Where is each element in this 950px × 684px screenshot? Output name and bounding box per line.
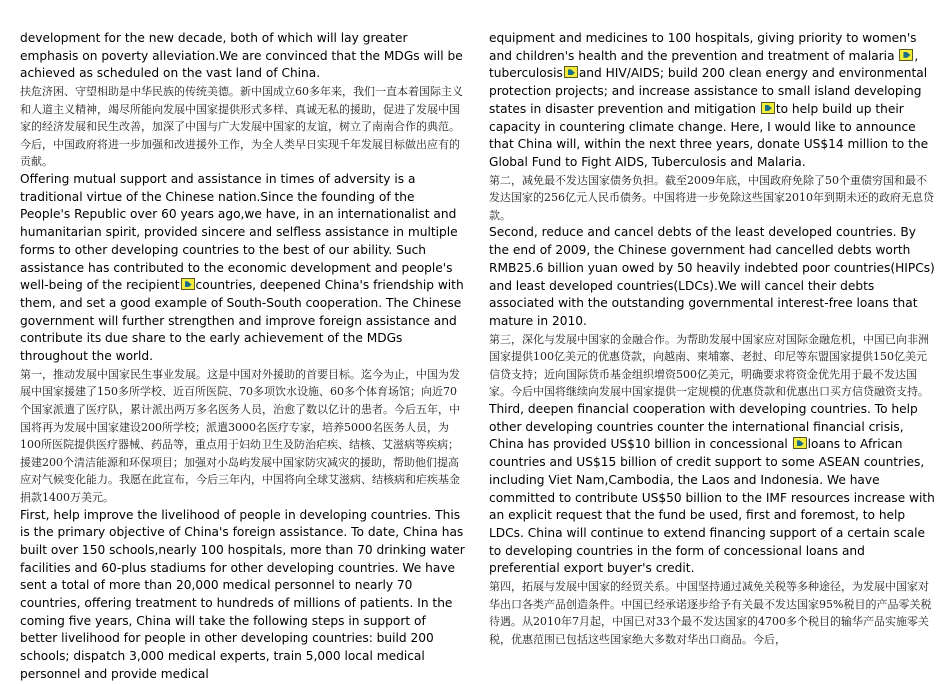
paragraph: development for the new decade, both of which will lay greater emphasis on poverty alleviation.We are convinced that the MDGs will be achieved as scheduled on the vast land of China. [20, 31, 463, 81]
hyperlink-icon[interactable] [793, 437, 807, 449]
text-run: tuberculosis [489, 66, 563, 81]
paragraph-chinese: 第四，拓展与发展中国家的经贸关系。中国坚持通过减免关税等多种途径，为发展中国家对华出口各类产品创造条件。中国已经承诺逐步给予有关最不发达国家95%税目的产品零关税待遇。从2010年7月起，中国已对33个最不发达国家的4700多个税目的输华产品实施零关税，优惠范围已包括这些国家绝大多数对华出口商品。今后， [489, 580, 932, 646]
paragraph-chinese: 第一，推动发展中国家民生事业发展。这是中国对外援助的首要目标。迄今为止，中国为发展中国家援建了150多所学校、近百所医院、70多项饮水设施、60多个体育场馆；向近70个国家派遣了医疗队，累计派出两万多名医务人员，治愈了数以亿计的患者。今后五年，中国将再为发展中国家建设200所学校；派遣3000名医疗专家，培养5000名医务人员，为100所医院提供医疗器械、药品等，重点用于妇幼卫生及防治疟疾、结核、艾滋病等疾病；援建200个清洁能源和环保项目；加强对小岛屿发展中国家防灾减灾的援助，帮助他们提高应对气候变化能力。我愿在此宣布，今后三年内，中国将向全球艾滋病、结核病和疟疾基金捐款1400万美元。 [20, 367, 460, 504]
text-run: countries, deepened China's friendship with them, and set a good example of South-South cooperation. The Chinese government will further strengthen and improve foreign assistance and contribute its due share to the early achievement of the MDGs throughout the world. [20, 278, 464, 364]
right-column [489, 30, 937, 648]
paragraph-chinese: 第二，减免最不发达国家债务负担。截至2009年底，中国政府免除了50个重债穷国和最不发达国家的256亿元人民币债务。中国将进一步免除这些国家2010年到期未还的政府无息贷款。 [489, 173, 934, 222]
paragraph [489, 401, 937, 578]
text-run: equipment and medicines to 100 hospitals, giving priority to women's and children's health and the prevention and treatment of malaria [489, 31, 917, 63]
paragraph [489, 30, 937, 172]
text-run: to help build up their capacity in countering climate change. Here, I would like to announce that China will, within the next three years, donate US$14 million to the Global Fund to Fight AIDS, Tuberculosis and Malaria. [489, 101, 929, 169]
paragraph-chinese: 第三，深化与发展中国家的金融合作。为帮助发展中国家应对国际金融危机，中国已向非洲国家提供100亿美元的优惠贷款，向越南、柬埔寨、老挝、印尼等东盟国家提供150亿美元信贷支持；近向国际货币基金组织增资500亿美元，明确要求将资金优先用于最不发达国家。今后中国将继续向发展中国家提供一定规模的优惠贷款和优惠出口买方信贷融资支持。 [489, 332, 929, 399]
paragraph-chinese: 扶危济困、守望相助是中华民族的传统美德。新中国成立60多年来，我们一直本着国际主义和人道主义精神，竭尽所能向发展中国家提供形式多样、真诚无私的援助，促进了发展中国家的经济发展和民生改善，加深了中国与广大发展中国家的友谊，树立了南南合作的典范。今后，中国政府将进一步加强和改进援外工作，为全人类早日实现千年发展目标做出应有的贡献。 [20, 85, 463, 169]
hyperlink-icon[interactable] [564, 66, 578, 78]
text-run: Offering mutual support and assistance in times of adversity is a traditional virtue of the Chinese nation.Since the founding of the People's Republic over 60 years ago,we have, in an internationalist and humanitarian spirit, provided sincere and selfless assistance in multiple forms to other developing countries to the best of our ability. Such assistance has contributed to the economic development and people's well-being of the recipient [20, 172, 458, 293]
paragraph [20, 171, 465, 366]
text-run: loans to African countries and US$15 billion of credit support to some ASEAN countries, including Viet Nam,Cambodia, the Laos and Indonesia. We have committed to contribute US$50 billion to the IMF resources increase with an explicit request that the fund be used, first and foremost, to help LDCs. China will continue to extend financing support of a certain scale to developing countries in the form of concessional loans and preferential export buyer's credit. [489, 437, 935, 576]
left-column [20, 30, 465, 684]
hyperlink-icon[interactable] [181, 278, 195, 290]
paragraph: First, help improve the livelihood of people in developing countries. This is the primary objective of China's foreign assistance. To date, China has built over 150 schools,nearly 100 hospitals, more than 70 drinking water facilities and 60-plus stadiums for other developing countries. We have sent a total of more than 20,000 medical personnel to nearly 70 countries, offering treatment to hundreds of millions of patients. In the coming five years, China will take the following steps in support of better livelihood for people in other developing countries: build 200 schools; dispatch 3,000 medical experts, train 5,000 local medical personnel and provide medical [20, 507, 465, 681]
text-run: , [914, 48, 919, 63]
text-run: Third, deepen financial cooperation with developing countries. To help other developing countries counter the international financial crisis, China has provided US$10 billion in concessional [489, 402, 918, 452]
paragraph: Second, reduce and cancel debts of the least developed countries. By the end of 2009, the Chinese government had cancelled debts worth RMB25.6 billion yuan owed by 50 heavily indebted poor countries(HIPCs) and least developed countries(LDCs).We will cancel their debts associated with the outstanding governmental interest-free loans that mature in 2010. [489, 225, 935, 328]
hyperlink-icon[interactable] [761, 102, 775, 114]
text-run: and HIV/AIDS; build 200 clean energy and environmental protection projects; and increase assistance to small island developing states in disaster prevention and mitigation [489, 66, 928, 116]
hyperlink-icon[interactable] [899, 49, 913, 61]
